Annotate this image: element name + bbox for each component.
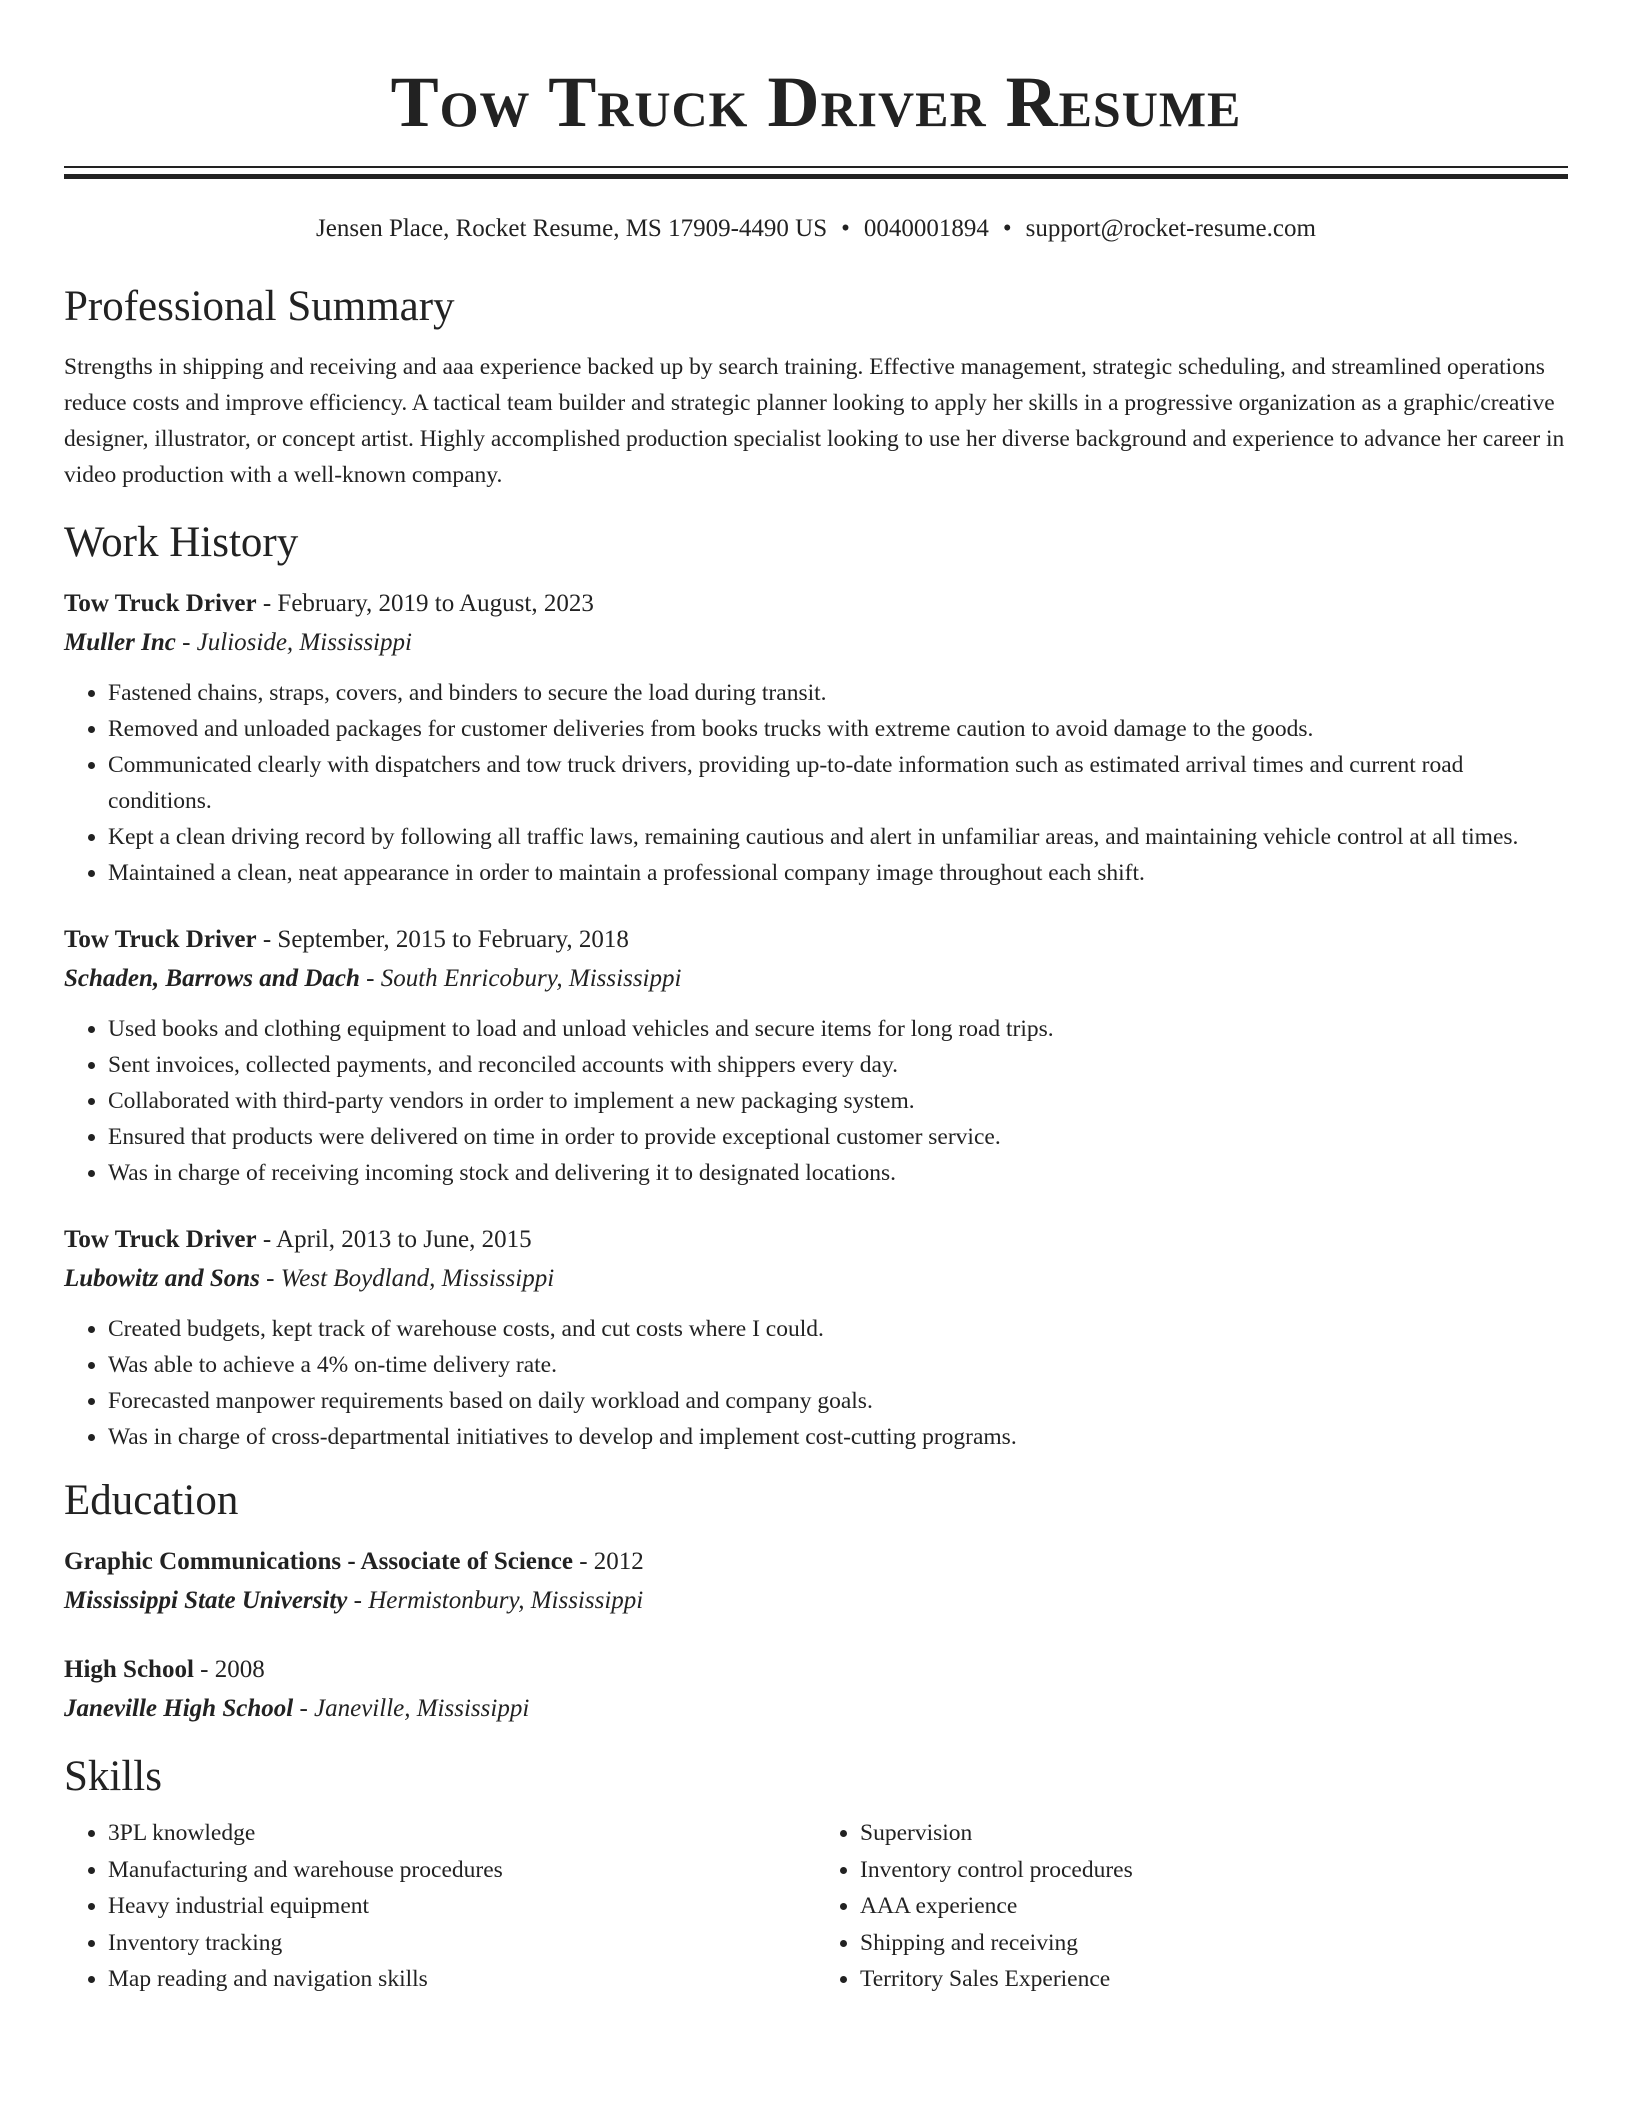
work-history-heading: Work History	[64, 519, 299, 566]
skills-list-right	[816, 1815, 1568, 1998]
duty-item: • Collaborated with third-party vendors in order to implement a new packaging system.	[108, 1083, 1568, 1119]
skills-columns	[64, 1815, 1568, 1998]
school-name: Janeville High School	[64, 1695, 294, 1722]
contact-separator: •	[841, 215, 850, 242]
job-location: - Julioside, Mississippi	[175, 629, 412, 656]
school-location: - Hermistonbury, Mississippi	[347, 1587, 644, 1614]
job-header	[64, 1221, 1568, 1259]
contact-address: Jensen Place, Rocket Resume, MS 17909-4490 US	[316, 215, 828, 242]
duty-item: • Sent invoices, collected payments, and reconciled accounts with shippers every day.	[108, 1047, 1568, 1083]
job-title: Tow Truck Driver	[64, 1226, 257, 1253]
skill-item: • 3PL knowledge	[108, 1815, 816, 1852]
school-name: Mississippi State University	[64, 1587, 348, 1614]
education-school	[64, 1689, 1568, 1729]
skill-item: • Map reading and navigation skills	[108, 1961, 816, 1998]
contact-line	[64, 213, 1568, 245]
skills-heading: Skills	[64, 1753, 162, 1800]
job-employer	[64, 1259, 1568, 1299]
job-title: Tow Truck Driver	[64, 590, 257, 617]
education-header	[64, 1651, 1568, 1689]
skill-item: • Inventory control procedures	[860, 1852, 1568, 1889]
job-location: - West Boydland, Mississippi	[259, 1265, 555, 1292]
job-entry	[64, 921, 1568, 1191]
graduation-year: - 2012	[572, 1548, 644, 1575]
skill-item: • Supervision	[860, 1815, 1568, 1852]
skill-item: • AAA experience	[860, 1888, 1568, 1925]
job-employer	[64, 623, 1568, 663]
job-duties	[64, 675, 1568, 891]
resume-title: Tow Truck Driver Resume	[390, 62, 1242, 142]
education-entry	[64, 1651, 1568, 1729]
duty-item: • Was in charge of receiving incoming stock and delivering it to designated locations.	[108, 1155, 1568, 1191]
skill-item: • Manufacturing and warehouse procedures	[108, 1852, 816, 1889]
contact-separator: •	[1002, 215, 1012, 242]
skill-item: • Territory Sales Experience	[860, 1961, 1568, 1998]
title-divider-thin	[64, 166, 1568, 168]
duty-item: • Ensured that products were delivered on time in order to provide exceptional customer service.	[108, 1119, 1568, 1155]
duty-item: • Was able to achieve a 4% on-time delivery rate.	[108, 1347, 1568, 1383]
duty-item: • Forecasted manpower requirements based on daily workload and company goals.	[108, 1383, 1568, 1419]
company-name: Lubowitz and Sons	[64, 1265, 260, 1292]
degree-name: High School	[64, 1656, 194, 1683]
school-location: - Janeville, Mississippi	[293, 1695, 530, 1722]
summary-heading: Professional Summary	[64, 283, 455, 330]
duty-item: • Created budgets, kept track of warehouse costs, and cut costs where I could.	[108, 1311, 1568, 1347]
skill-item: • Heavy industrial equipment	[108, 1888, 816, 1925]
degree-name: Graphic Communications - Associate of Science	[64, 1548, 573, 1575]
job-dates: - September, 2015 to February, 2018	[256, 926, 629, 953]
education-school	[64, 1581, 1568, 1621]
education-entry	[64, 1543, 1568, 1621]
company-name: Schaden, Barrows and Dach	[64, 965, 360, 992]
job-duties	[64, 1311, 1568, 1455]
job-duties	[64, 1011, 1568, 1191]
contact-email[interactable]: support@rocket-resume.com	[1025, 215, 1316, 242]
education-header	[64, 1543, 1568, 1581]
education-heading: Education	[64, 1477, 239, 1524]
job-dates: - April, 2013 to June, 2015	[256, 1226, 532, 1253]
job-entry	[64, 585, 1568, 891]
summary-text: Strengths in shipping and receiving and aaa experience backed up by search training. Effective management, strategic scheduling, and streamlined operations reduce costs and improve efficiency. A tactical team builder and strategic planner looking to apply her skills in a progressive organization as a graphic/creative designer, illustrator, or concept artist. Highly accomplished production specialist looking to use her diverse background and experience to advance her career in video production with a well-known company.	[64, 354, 1565, 488]
duty-item: • Kept a clean driving record by following all traffic laws, remaining cautious and alert in unfamiliar areas, and maintaining vehicle control at all times.	[108, 819, 1568, 855]
duty-item: • Removed and unloaded packages for customer deliveries from books trucks with extreme caution to avoid damage to the goods.	[108, 711, 1568, 747]
job-location: - South Enricobury, Mississippi	[359, 965, 682, 992]
duty-item: • Was in charge of cross-departmental initiatives to develop and implement cost-cutting programs.	[108, 1419, 1568, 1455]
duty-item: • Used books and clothing equipment to load and unload vehicles and secure items for long road trips.	[108, 1011, 1568, 1047]
job-header	[64, 585, 1568, 623]
job-entry	[64, 1221, 1568, 1455]
duty-item: • Maintained a clean, neat appearance in order to maintain a professional company image throughout each shift.	[108, 855, 1568, 891]
skill-item: • Inventory tracking	[108, 1925, 816, 1962]
duty-item: • Communicated clearly with dispatchers and tow truck drivers, providing up-to-date information such as estimated arrival times and current road conditions.	[108, 747, 1568, 819]
skill-item: • Shipping and receiving	[860, 1925, 1568, 1962]
job-title: Tow Truck Driver	[64, 926, 257, 953]
graduation-year: - 2008	[193, 1656, 265, 1683]
company-name: Muller Inc	[64, 629, 176, 656]
title-divider-thick	[64, 174, 1568, 179]
job-employer	[64, 959, 1568, 999]
job-header	[64, 921, 1568, 959]
duty-item: • Fastened chains, straps, covers, and binders to secure the load during transit.	[108, 675, 1568, 711]
job-dates: - February, 2019 to August, 2023	[256, 590, 594, 617]
skills-list-left	[64, 1815, 816, 1998]
contact-phone: 0040001894	[863, 215, 989, 242]
